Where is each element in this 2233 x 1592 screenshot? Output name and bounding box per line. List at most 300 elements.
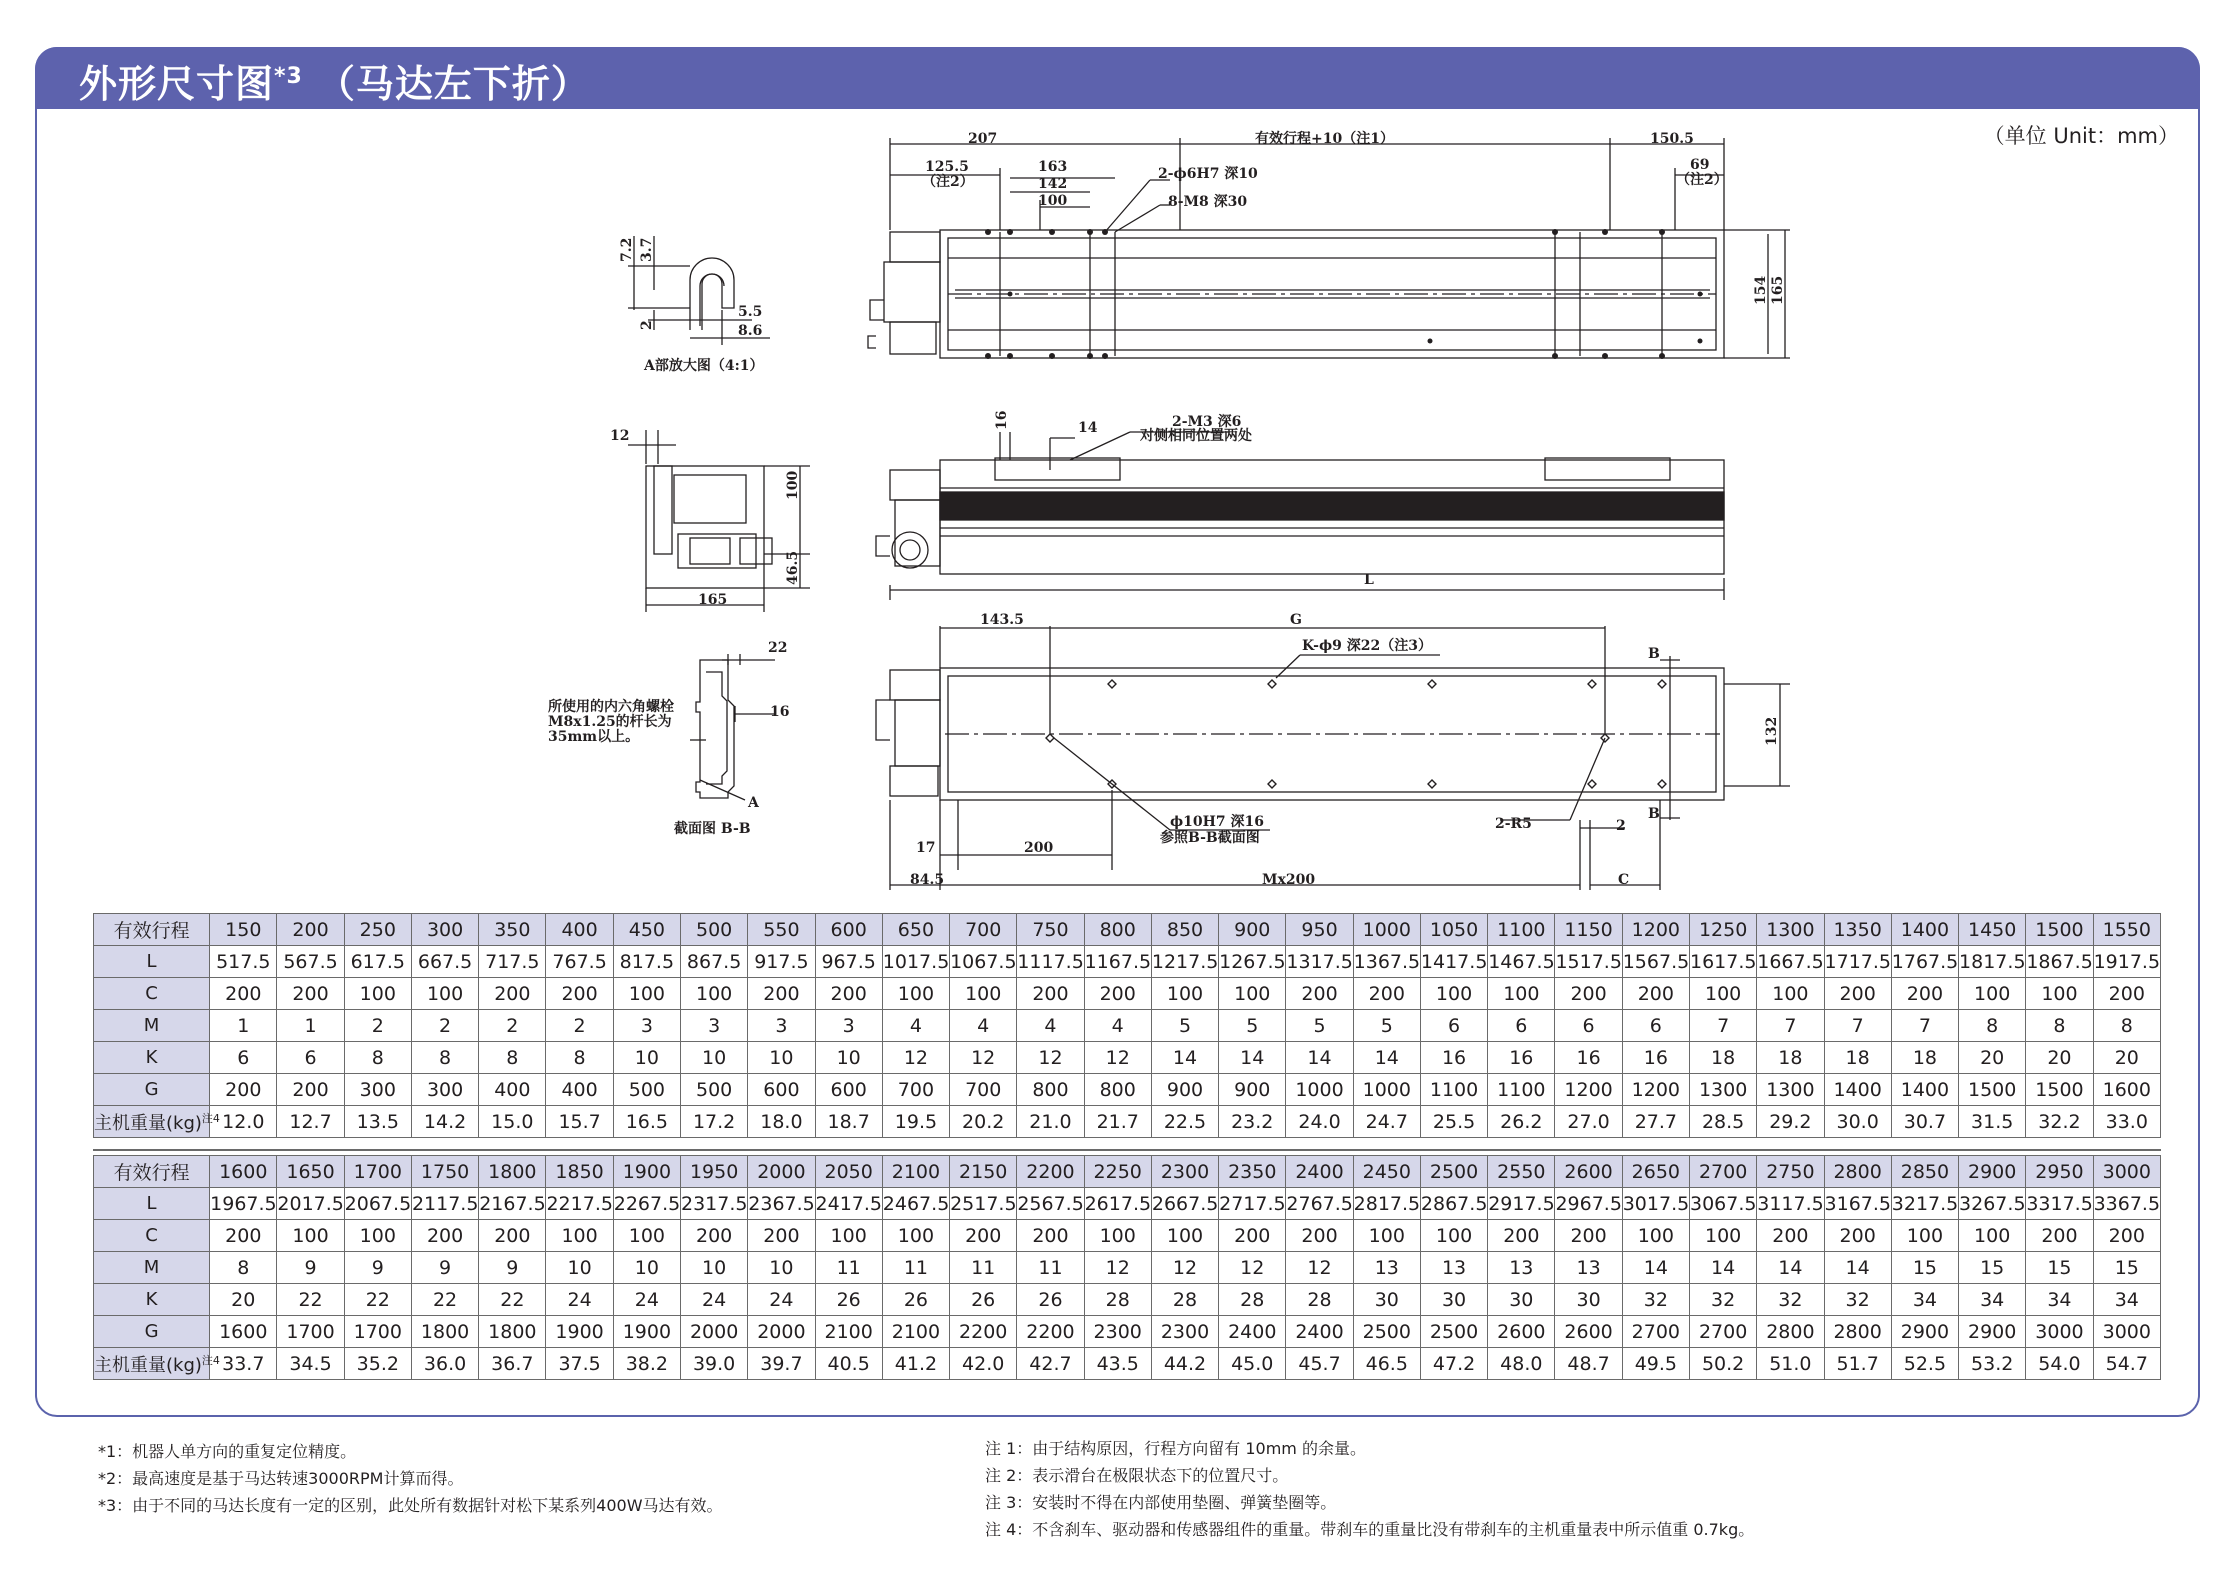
value-cell: 1767.5 — [1891, 946, 1958, 978]
value-cell: 18 — [1891, 1042, 1958, 1074]
value-cell: 1000 — [1286, 1074, 1353, 1106]
value-cell: 46.5 — [1353, 1348, 1420, 1380]
value-cell: 1800 — [411, 1316, 478, 1348]
value-cell: 32 — [1757, 1284, 1824, 1316]
value-cell: 2800 — [1757, 1316, 1824, 1348]
table-row — [94, 1284, 2161, 1316]
value-cell: 30.7 — [1891, 1106, 1958, 1138]
value-cell: 617.5 — [344, 946, 411, 978]
stroke-cell: 2100 — [882, 1156, 949, 1188]
value-cell: 1367.5 — [1353, 946, 1420, 978]
value-cell: 28 — [1084, 1284, 1151, 1316]
stroke-cell: 1200 — [1622, 914, 1689, 946]
value-cell: 8 — [2093, 1010, 2160, 1042]
value-cell: 200 — [1017, 1220, 1084, 1252]
value-cell: 34 — [2093, 1284, 2160, 1316]
value-cell: 6 — [210, 1042, 277, 1074]
value-cell: 800 — [1017, 1074, 1084, 1106]
value-cell: 2067.5 — [344, 1188, 411, 1220]
table-row — [94, 1010, 2161, 1042]
table-row — [94, 1348, 2161, 1380]
dim-84-5: 84.5 — [910, 872, 945, 888]
value-cell: 100 — [1151, 1220, 1218, 1252]
value-cell: 1267.5 — [1219, 946, 1286, 978]
value-cell: 500 — [681, 1074, 748, 1106]
value-cell: 20.2 — [950, 1106, 1017, 1138]
value-cell: 3 — [748, 1010, 815, 1042]
value-cell: 1100 — [1420, 1074, 1487, 1106]
value-cell: 200 — [411, 1220, 478, 1252]
value-cell: 38.2 — [613, 1348, 680, 1380]
value-cell: 2500 — [1420, 1316, 1487, 1348]
value-cell: 22 — [344, 1284, 411, 1316]
value-cell: 100 — [1151, 978, 1218, 1010]
value-cell: 39.0 — [681, 1348, 748, 1380]
value-cell: 26 — [815, 1284, 882, 1316]
value-cell: 12 — [1151, 1252, 1218, 1284]
value-cell: 100 — [681, 978, 748, 1010]
value-cell: 9 — [479, 1252, 546, 1284]
table-row — [94, 978, 2161, 1010]
value-cell: 100 — [815, 1220, 882, 1252]
stroke-cell: 2350 — [1219, 1156, 1286, 1188]
stroke-cell: 1850 — [546, 1156, 613, 1188]
value-cell: 100 — [546, 1220, 613, 1252]
stroke-cell: 2800 — [1824, 1156, 1891, 1188]
value-cell: 7 — [1689, 1010, 1756, 1042]
value-cell: 100 — [613, 978, 680, 1010]
value-cell: 767.5 — [546, 946, 613, 978]
value-cell: 16 — [1622, 1042, 1689, 1074]
value-cell: 13 — [1555, 1252, 1622, 1284]
value-cell: 15.0 — [479, 1106, 546, 1138]
footnotes-right — [985, 1435, 1754, 1543]
value-cell: 22 — [277, 1284, 344, 1316]
value-cell: 20 — [2093, 1042, 2160, 1074]
value-cell: 6 — [1488, 1010, 1555, 1042]
value-cell: 24 — [681, 1284, 748, 1316]
value-cell: 5 — [1353, 1010, 1420, 1042]
value-cell: 2200 — [1017, 1316, 1084, 1348]
value-cell: 30.0 — [1824, 1106, 1891, 1138]
value-cell: 2317.5 — [681, 1188, 748, 1220]
value-cell: 200 — [1824, 1220, 1891, 1252]
value-cell: 200 — [1488, 1220, 1555, 1252]
value-cell: 21.7 — [1084, 1106, 1151, 1138]
value-cell: 8 — [546, 1042, 613, 1074]
stroke-cell: 950 — [1286, 914, 1353, 946]
value-cell: 1517.5 — [1555, 946, 1622, 978]
value-cell: 200 — [1084, 978, 1151, 1010]
value-cell: 400 — [479, 1074, 546, 1106]
value-cell: 3017.5 — [1622, 1188, 1689, 1220]
stroke-cell: 200 — [277, 914, 344, 946]
mark-b-bottom: B — [1648, 806, 1660, 822]
stroke-cell: 2700 — [1689, 1156, 1756, 1188]
stroke-cell: 500 — [681, 914, 748, 946]
table-row — [94, 1106, 2161, 1138]
value-cell: 1017.5 — [882, 946, 949, 978]
stroke-cell: 2150 — [950, 1156, 1017, 1188]
dim-mx200: Mx200 — [1262, 872, 1316, 888]
value-cell: 29.2 — [1757, 1106, 1824, 1138]
table-row — [94, 1316, 2161, 1348]
value-cell: 100 — [1959, 978, 2026, 1010]
value-cell: 2400 — [1219, 1316, 1286, 1348]
stroke-cell: 3000 — [2093, 1156, 2160, 1188]
value-cell: 26 — [882, 1284, 949, 1316]
stroke-cell: 1950 — [681, 1156, 748, 1188]
dim-L: L — [1364, 572, 1374, 588]
value-cell: 1917.5 — [2093, 946, 2160, 978]
value-cell: 10 — [681, 1042, 748, 1074]
stroke-cell: 250 — [344, 914, 411, 946]
table-row — [94, 1188, 2161, 1220]
value-cell: 2200 — [950, 1316, 1017, 1348]
value-cell: 1817.5 — [1959, 946, 2026, 978]
stroke-cell: 1800 — [479, 1156, 546, 1188]
value-cell: 10 — [613, 1042, 680, 1074]
dim-69-note: （注2） — [1676, 172, 1728, 188]
stroke-cell: 1600 — [210, 1156, 277, 1188]
row-label: 有效行程 — [94, 1156, 210, 1188]
value-cell: 4 — [1084, 1010, 1151, 1042]
value-cell: 2600 — [1555, 1316, 1622, 1348]
value-cell: 1700 — [344, 1316, 411, 1348]
value-cell: 24 — [748, 1284, 815, 1316]
value-cell: 1100 — [1488, 1074, 1555, 1106]
value-cell: 13 — [1353, 1252, 1420, 1284]
unit-label: （单位 Unit：mm） — [1983, 124, 2179, 148]
value-cell: 48.0 — [1488, 1348, 1555, 1380]
value-cell: 100 — [882, 1220, 949, 1252]
value-cell: 25.5 — [1420, 1106, 1487, 1138]
value-cell: 1667.5 — [1757, 946, 1824, 978]
value-cell: 15 — [2026, 1252, 2093, 1284]
stroke-cell: 600 — [815, 914, 882, 946]
value-cell: 500 — [613, 1074, 680, 1106]
value-cell: 12 — [1219, 1252, 1286, 1284]
value-cell: 12 — [882, 1042, 949, 1074]
value-cell: 9 — [344, 1252, 411, 1284]
value-cell: 1717.5 — [1824, 946, 1891, 978]
value-cell: 200 — [1555, 1220, 1622, 1252]
value-cell: 100 — [2026, 978, 2093, 1010]
dim-150-5: 150.5 — [1650, 131, 1694, 147]
row-label: C — [94, 978, 210, 1010]
value-cell: 30 — [1420, 1284, 1487, 1316]
value-cell: 200 — [1219, 1220, 1286, 1252]
row-label: G — [94, 1316, 210, 1348]
value-cell: 11 — [950, 1252, 1017, 1284]
value-cell: 3267.5 — [1959, 1188, 2026, 1220]
value-cell: 2500 — [1353, 1316, 1420, 1348]
row-label: K — [94, 1284, 210, 1316]
dim-100-side: 100 — [785, 470, 801, 500]
value-cell: 12 — [1017, 1042, 1084, 1074]
note-4: 注 4：不含刹车、驱动器和传感器组件的重量。带刹车的重量比没有带刹车的主机重量表中所示值重 0.7kg。 — [985, 1520, 1755, 1539]
value-cell: 14 — [1622, 1252, 1689, 1284]
value-cell: 13 — [1488, 1252, 1555, 1284]
value-cell: 10 — [681, 1252, 748, 1284]
stroke-cell: 700 — [950, 914, 1017, 946]
value-cell: 2300 — [1151, 1316, 1218, 1348]
value-cell: 1167.5 — [1084, 946, 1151, 978]
value-cell: 100 — [1622, 1220, 1689, 1252]
mark-a: A — [748, 795, 759, 811]
tap-m3-note: 对侧相同位置两处 — [1140, 428, 1252, 444]
value-cell: 6 — [1555, 1010, 1622, 1042]
value-cell: 24 — [613, 1284, 680, 1316]
value-cell: 3317.5 — [2026, 1188, 2093, 1220]
row-label: L — [94, 1188, 210, 1220]
value-cell: 200 — [479, 978, 546, 1010]
value-cell: 10 — [748, 1252, 815, 1284]
value-cell: 1800 — [479, 1316, 546, 1348]
value-cell: 53.2 — [1959, 1348, 2026, 1380]
value-cell: 42.0 — [950, 1348, 1017, 1380]
value-cell: 100 — [882, 978, 949, 1010]
value-cell: 24.0 — [1286, 1106, 1353, 1138]
value-cell: 1317.5 — [1286, 946, 1353, 978]
value-cell: 100 — [1689, 1220, 1756, 1252]
value-cell: 1117.5 — [1017, 946, 1084, 978]
value-cell: 1400 — [1824, 1074, 1891, 1106]
value-cell: 200 — [1824, 978, 1891, 1010]
value-cell: 36.0 — [411, 1348, 478, 1380]
hole-10h7-note: 参照B-B截面图 — [1160, 830, 1260, 846]
stroke-cell: 1750 — [411, 1156, 478, 1188]
value-cell: 2300 — [1084, 1316, 1151, 1348]
stroke-cell: 2450 — [1353, 1156, 1420, 1188]
value-cell: 28 — [1286, 1284, 1353, 1316]
value-cell: 17.2 — [681, 1106, 748, 1138]
value-cell: 2267.5 — [613, 1188, 680, 1220]
value-cell: 14 — [1353, 1042, 1420, 1074]
value-cell: 18 — [1757, 1042, 1824, 1074]
value-cell: 12 — [1084, 1042, 1151, 1074]
table-row — [94, 1220, 2161, 1252]
value-cell: 1400 — [1891, 1074, 1958, 1106]
value-cell: 3000 — [2093, 1316, 2160, 1348]
value-cell: 800 — [1084, 1074, 1151, 1106]
row-label: G — [94, 1074, 210, 1106]
dim-2-bottom: 2 — [1616, 818, 1626, 834]
bolt-note-2: M8x1.25的杆长为 — [548, 714, 672, 730]
value-cell: 2 — [479, 1010, 546, 1042]
stroke-cell: 350 — [479, 914, 546, 946]
value-cell: 200 — [1017, 978, 1084, 1010]
value-cell: 51.0 — [1757, 1348, 1824, 1380]
value-cell: 41.2 — [882, 1348, 949, 1380]
value-cell: 1600 — [210, 1316, 277, 1348]
value-cell: 8 — [2026, 1010, 2093, 1042]
value-cell: 2667.5 — [1151, 1188, 1218, 1220]
value-cell: 52.5 — [1891, 1348, 1958, 1380]
stroke-cell: 1450 — [1959, 914, 2026, 946]
value-cell: 100 — [1219, 978, 1286, 1010]
table-row — [94, 1074, 2161, 1106]
value-cell: 2167.5 — [479, 1188, 546, 1220]
section-bb-caption: 截面图 B-B — [674, 821, 751, 837]
value-cell: 18 — [1689, 1042, 1756, 1074]
row-label: 主机重量(kg)$^{注4}$ — [94, 1348, 210, 1380]
value-cell: 14 — [1689, 1252, 1756, 1284]
value-cell: 400 — [546, 1074, 613, 1106]
value-cell: 3167.5 — [1824, 1188, 1891, 1220]
dim-22: 22 — [768, 640, 788, 656]
stroke-cell: 1650 — [277, 1156, 344, 1188]
dim-17: 17 — [916, 840, 936, 856]
value-cell: 100 — [613, 1220, 680, 1252]
value-cell: 1600 — [2093, 1074, 2160, 1106]
value-cell: 19.5 — [882, 1106, 949, 1138]
value-cell: 517.5 — [210, 946, 277, 978]
bottom-view — [876, 626, 1790, 890]
value-cell: 32.2 — [2026, 1106, 2093, 1138]
value-cell: 717.5 — [479, 946, 546, 978]
value-cell: 14 — [1286, 1042, 1353, 1074]
value-cell: 200 — [546, 978, 613, 1010]
value-cell: 1467.5 — [1488, 946, 1555, 978]
hole-k: K-ϕ9 深22（注3） — [1302, 638, 1432, 654]
value-cell: 200 — [1891, 978, 1958, 1010]
value-cell: 26 — [1017, 1284, 1084, 1316]
value-cell: 54.7 — [2093, 1348, 2160, 1380]
value-cell: 200 — [479, 1220, 546, 1252]
value-cell: 2517.5 — [950, 1188, 1017, 1220]
stroke-cell: 2950 — [2026, 1156, 2093, 1188]
dim-C: C — [1618, 872, 1630, 888]
value-cell: 2917.5 — [1488, 1188, 1555, 1220]
value-cell: 200 — [277, 1074, 344, 1106]
dim-14: 14 — [1078, 420, 1098, 436]
value-cell: 3000 — [2026, 1316, 2093, 1348]
value-cell: 4 — [950, 1010, 1017, 1042]
stroke-cell: 2400 — [1286, 1156, 1353, 1188]
value-cell: 15 — [1891, 1252, 1958, 1284]
stroke-cell: 1300 — [1757, 914, 1824, 946]
value-cell: 6 — [1420, 1010, 1487, 1042]
footnotes-left — [98, 1438, 723, 1519]
value-cell: 22 — [411, 1284, 478, 1316]
stroke-cell: 2300 — [1151, 1156, 1218, 1188]
value-cell: 30 — [1353, 1284, 1420, 1316]
value-cell: 1 — [210, 1010, 277, 1042]
stroke-cell: 2000 — [748, 1156, 815, 1188]
row-label: C — [94, 1220, 210, 1252]
spec-table-1 — [93, 913, 2161, 1138]
value-cell: 8 — [1959, 1010, 2026, 1042]
value-cell: 34.5 — [277, 1348, 344, 1380]
value-cell: 12.7 — [277, 1106, 344, 1138]
footnote-3: *3：由于不同的马达长度有一定的区别，此处所有数据针对松下某系列400W马达有效。 — [98, 1496, 723, 1515]
value-cell: 27.0 — [1555, 1106, 1622, 1138]
value-cell: 3367.5 — [2093, 1188, 2160, 1220]
value-cell: 2017.5 — [277, 1188, 344, 1220]
value-cell: 2700 — [1622, 1316, 1689, 1348]
dim-200: 200 — [1024, 840, 1054, 856]
value-cell: 35.2 — [344, 1348, 411, 1380]
value-cell: 2467.5 — [882, 1188, 949, 1220]
dim-69: 69 — [1690, 157, 1710, 173]
value-cell: 28.5 — [1689, 1106, 1756, 1138]
stroke-cell: 2650 — [1622, 1156, 1689, 1188]
value-cell: 600 — [748, 1074, 815, 1106]
value-cell: 8 — [210, 1252, 277, 1284]
value-cell: 100 — [1084, 1220, 1151, 1252]
value-cell: 867.5 — [681, 946, 748, 978]
dim-16-section: 16 — [770, 704, 790, 720]
value-cell: 32 — [1689, 1284, 1756, 1316]
value-cell: 6 — [277, 1042, 344, 1074]
stroke-cell: 750 — [1017, 914, 1084, 946]
value-cell: 11 — [1017, 1252, 1084, 1284]
value-cell: 3117.5 — [1757, 1188, 1824, 1220]
value-cell: 22 — [479, 1284, 546, 1316]
bolt-note-1: 所使用的内六角螺栓 — [548, 699, 674, 715]
value-cell: 2100 — [815, 1316, 882, 1348]
value-cell: 11 — [882, 1252, 949, 1284]
stroke-header-row — [94, 914, 2161, 946]
value-cell: 2 — [411, 1010, 478, 1042]
value-cell: 12 — [950, 1042, 1017, 1074]
value-cell: 200 — [277, 978, 344, 1010]
stroke-cell: 150 — [210, 914, 277, 946]
value-cell: 100 — [1353, 1220, 1420, 1252]
value-cell: 14 — [1151, 1042, 1218, 1074]
value-cell: 5 — [1286, 1010, 1353, 1042]
value-cell: 567.5 — [277, 946, 344, 978]
value-cell: 100 — [1891, 1220, 1958, 1252]
dim-125-5: 125.5 — [925, 159, 969, 175]
value-cell: 45.0 — [1219, 1348, 1286, 1380]
row-label: M — [94, 1252, 210, 1284]
value-cell: 51.7 — [1824, 1348, 1891, 1380]
value-cell: 700 — [950, 1074, 1017, 1106]
value-cell: 200 — [681, 1220, 748, 1252]
value-cell: 917.5 — [748, 946, 815, 978]
value-cell: 36.7 — [479, 1348, 546, 1380]
value-cell: 16 — [1488, 1042, 1555, 1074]
stroke-cell: 400 — [546, 914, 613, 946]
stroke-cell: 450 — [613, 914, 680, 946]
spec-table-2 — [93, 1155, 2161, 1380]
value-cell: 967.5 — [815, 946, 882, 978]
value-cell: 3 — [681, 1010, 748, 1042]
value-cell: 100 — [1488, 978, 1555, 1010]
mark-b-top: B — [1648, 646, 1660, 662]
dim-12: 12 — [610, 428, 630, 444]
value-cell: 1200 — [1555, 1074, 1622, 1106]
hole-2-6h7: 2-ϕ6H7 深10 — [1158, 166, 1258, 182]
note-2: 注 2：表示滑台在极限状态下的位置尺寸。 — [985, 1466, 1289, 1485]
value-cell: 1000 — [1353, 1074, 1420, 1106]
value-cell: 10 — [613, 1252, 680, 1284]
value-cell: 15 — [2093, 1252, 2160, 1284]
value-cell: 8 — [479, 1042, 546, 1074]
dim-G: G — [1290, 612, 1302, 628]
value-cell: 1200 — [1622, 1074, 1689, 1106]
value-cell: 200 — [2026, 1220, 2093, 1252]
footnote-2: *2：最高速度是基于马达转速3000RPM计算而得。 — [98, 1469, 464, 1488]
value-cell: 2367.5 — [748, 1188, 815, 1220]
value-cell: 200 — [748, 1220, 815, 1252]
stroke-cell: 2600 — [1555, 1156, 1622, 1188]
dim-8-6: 8.6 — [738, 323, 763, 339]
stroke-cell: 1100 — [1488, 914, 1555, 946]
value-cell: 9 — [411, 1252, 478, 1284]
